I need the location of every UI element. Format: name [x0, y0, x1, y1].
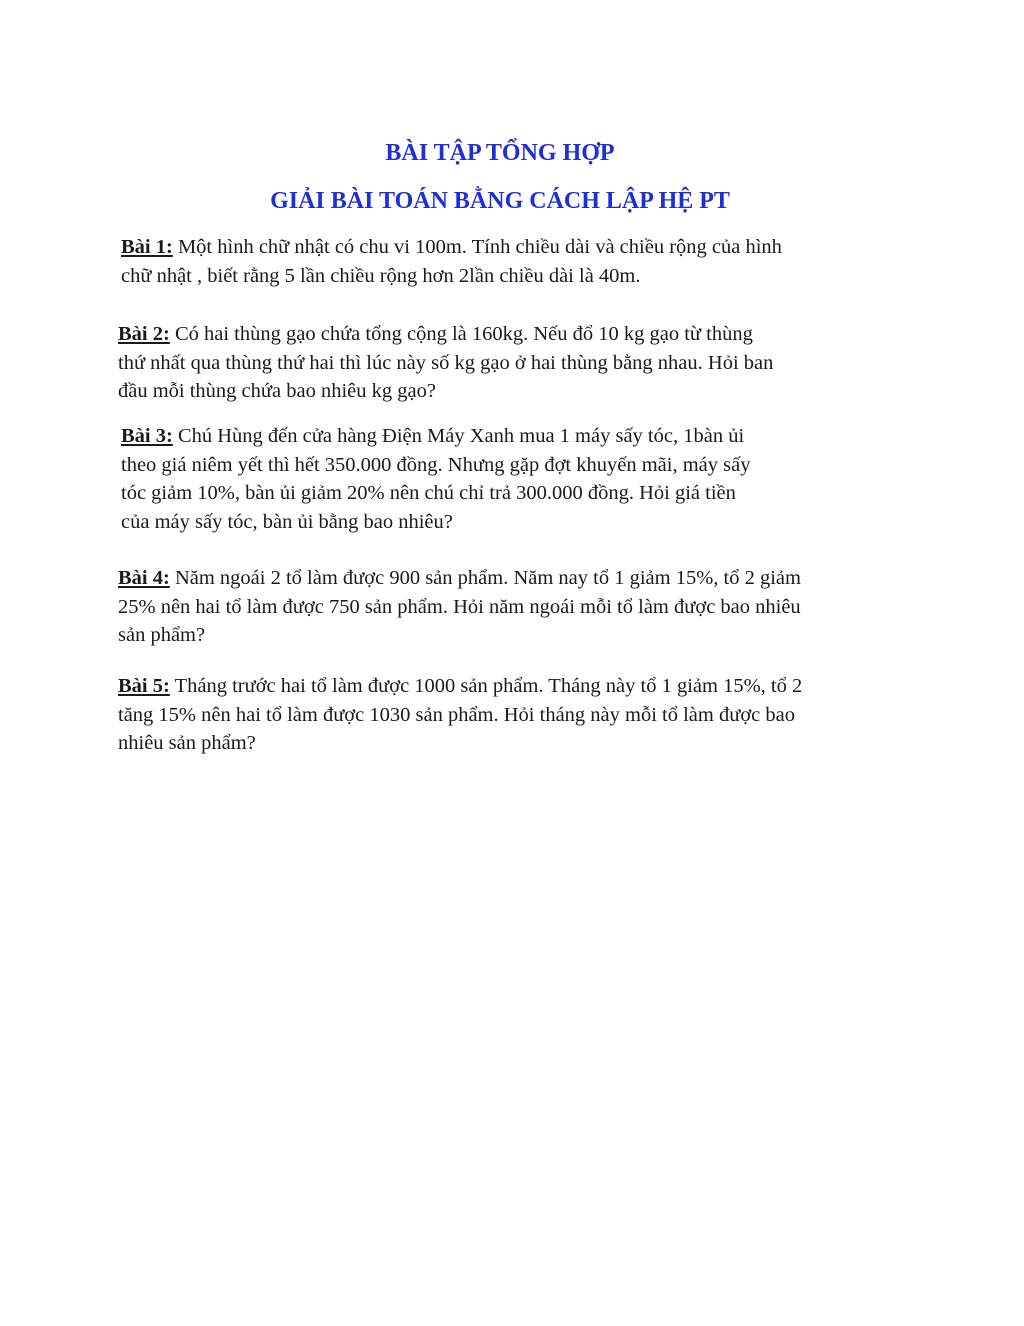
problem-3: [121, 422, 750, 536]
problem-2: [118, 320, 773, 406]
problem-5-line-2: tăng 15% nên hai tổ làm được 1030 sản phẩm. Hỏi tháng này mỗi tổ làm được bao: [118, 703, 795, 726]
problem-3-line-4: của máy sấy tóc, bàn ủi bằng bao nhiêu?: [121, 510, 453, 533]
problem-3-label: Bài 3:: [121, 425, 173, 447]
problem-2-text-1: Có hai thùng gạo chứa tổng cộng là 160kg. Nếu đổ 10 kg gạo từ thùng: [169, 323, 753, 345]
problem-4-line-1: [118, 564, 801, 593]
problem-4-line-2: 25% nên hai tổ làm được 750 sản phẩm. Hỏi năm ngoái mỗi tổ làm được bao nhiêu: [118, 595, 801, 618]
problem-1: [121, 233, 782, 290]
problem-1-text-1: Một hình chữ nhật có chu vi 100m. Tính chiều dài và chiều rộng của hình: [172, 236, 782, 258]
problem-5: [118, 672, 802, 758]
problem-3-line-2: theo giá niêm yết thì hết 350.000 đồng. Nhưng gặp đợt khuyến mãi, máy sấy: [121, 453, 751, 476]
problem-1-line-1: [121, 233, 782, 262]
problem-4-line-3: sản phẩm?: [118, 624, 206, 646]
problem-2-label: Bài 2:: [118, 323, 170, 345]
problem-3-text-1: Chú Hùng đến cửa hàng Điện Máy Xanh mua 1 máy sấy tóc, 1bàn ủi: [172, 425, 745, 447]
problem-1-label: Bài 1:: [121, 236, 173, 258]
problem-3-line-1: [121, 422, 750, 451]
problem-2-line-2: thứ nhất qua thùng thứ hai thì lúc này số kg gạo ở hai thùng bằng nhau. Hỏi ban: [118, 351, 774, 374]
problem-2-line-3: đầu mỗi thùng chứa bao nhiêu kg gạo?: [118, 380, 436, 402]
problem-5-label: Bài 5:: [118, 675, 170, 697]
document-title: BÀI TẬP TỔNG HỢP: [385, 140, 615, 166]
problem-5-line-3: nhiêu sản phẩm?: [118, 732, 256, 754]
problem-4-text-1: Năm ngoái 2 tổ làm được 900 sản phẩm. Năm nay tổ 1 giảm 15%, tổ 2 giảm: [169, 567, 801, 589]
problem-4-label: Bài 4:: [118, 567, 170, 589]
problem-3-line-3: tóc giảm 10%, bàn ủi giảm 20% nên chú chỉ trả 300.000 đồng. Hỏi giá tiền: [121, 482, 736, 504]
problem-5-text-1: Tháng trước hai tổ làm được 1000 sản phẩm. Tháng này tổ 1 giảm 15%, tổ 2: [169, 675, 803, 697]
problem-2-line-1: [118, 320, 773, 349]
document-subtitle: GIẢI BÀI TOÁN BẰNG CÁCH LẬP HỆ PT: [270, 188, 730, 214]
problem-5-line-1: [118, 672, 802, 701]
problem-1-line-2: chữ nhật , biết rằng 5 lần chiều rộng hơn 2lần chiều dài là 40m.: [121, 264, 641, 287]
problem-4: [118, 564, 801, 650]
